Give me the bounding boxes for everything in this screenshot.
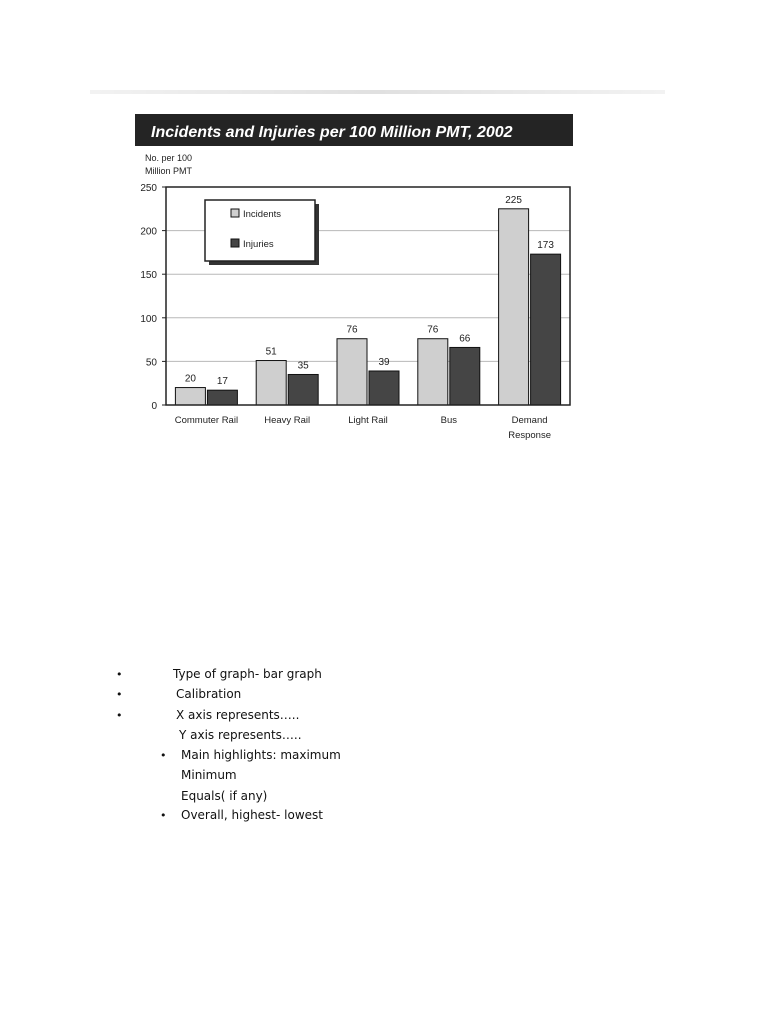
y-axis-label-line-2: Million PMT <box>145 166 193 176</box>
y-tick-label: 150 <box>140 270 157 282</box>
y-tick-label: 50 <box>145 357 157 369</box>
bullet-3: • <box>116 709 123 722</box>
note-graph-type: Type of graph- bar graph <box>173 667 322 681</box>
bullet-2: • <box>116 688 123 701</box>
y-tick-label: 0 <box>151 401 157 412</box>
note-overall: Overall, highest- lowest <box>181 808 323 822</box>
x-tick-label: Bus <box>440 415 457 426</box>
legend-label-incidents: Incidents <box>243 209 282 220</box>
x-tick-label: Demand <box>511 415 548 426</box>
note-main-highlights: Main highlights: maximum <box>181 748 341 762</box>
data-label-injuries: 39 <box>378 356 390 368</box>
x-tick-label: Commuter Rail <box>174 415 239 426</box>
note-minimum: Minimum <box>181 768 237 782</box>
data-label-injuries: 35 <box>297 360 309 372</box>
data-label-injuries: 173 <box>537 240 554 252</box>
data-label-incidents: 76 <box>427 324 439 336</box>
y-tick-label: 250 <box>140 183 157 194</box>
note-calibration: Calibration <box>176 687 242 701</box>
data-label-incidents: 51 <box>265 346 277 358</box>
legend-label-injuries: Injuries <box>243 239 274 250</box>
chart-title: Incidents and Injuries per 100 Million PMT, 2002 <box>151 124 513 141</box>
bullet-5: • <box>160 809 167 822</box>
x-tick-label: Light Rail <box>348 415 388 426</box>
data-label-incidents: 225 <box>505 194 522 206</box>
bullet-4: • <box>160 749 167 762</box>
data-label-injuries: 66 <box>459 333 471 345</box>
note-equals: Equals( if any) <box>181 789 268 803</box>
x-tick-label: Heavy Rail <box>264 415 311 426</box>
bullet-1: • <box>116 668 123 681</box>
y-tick-label: 100 <box>140 313 157 325</box>
data-label-injuries: 17 <box>216 376 228 388</box>
x-tick-label: Response <box>508 430 551 441</box>
y-tick-label: 200 <box>140 226 157 238</box>
note-x-axis: X axis represents….. <box>176 708 300 722</box>
note-y-axis: Y axis represents….. <box>179 728 302 742</box>
data-label-incidents: 20 <box>184 373 196 385</box>
data-label-incidents: 76 <box>346 324 358 336</box>
y-axis-label-line-1: No. per 100 <box>145 153 193 163</box>
